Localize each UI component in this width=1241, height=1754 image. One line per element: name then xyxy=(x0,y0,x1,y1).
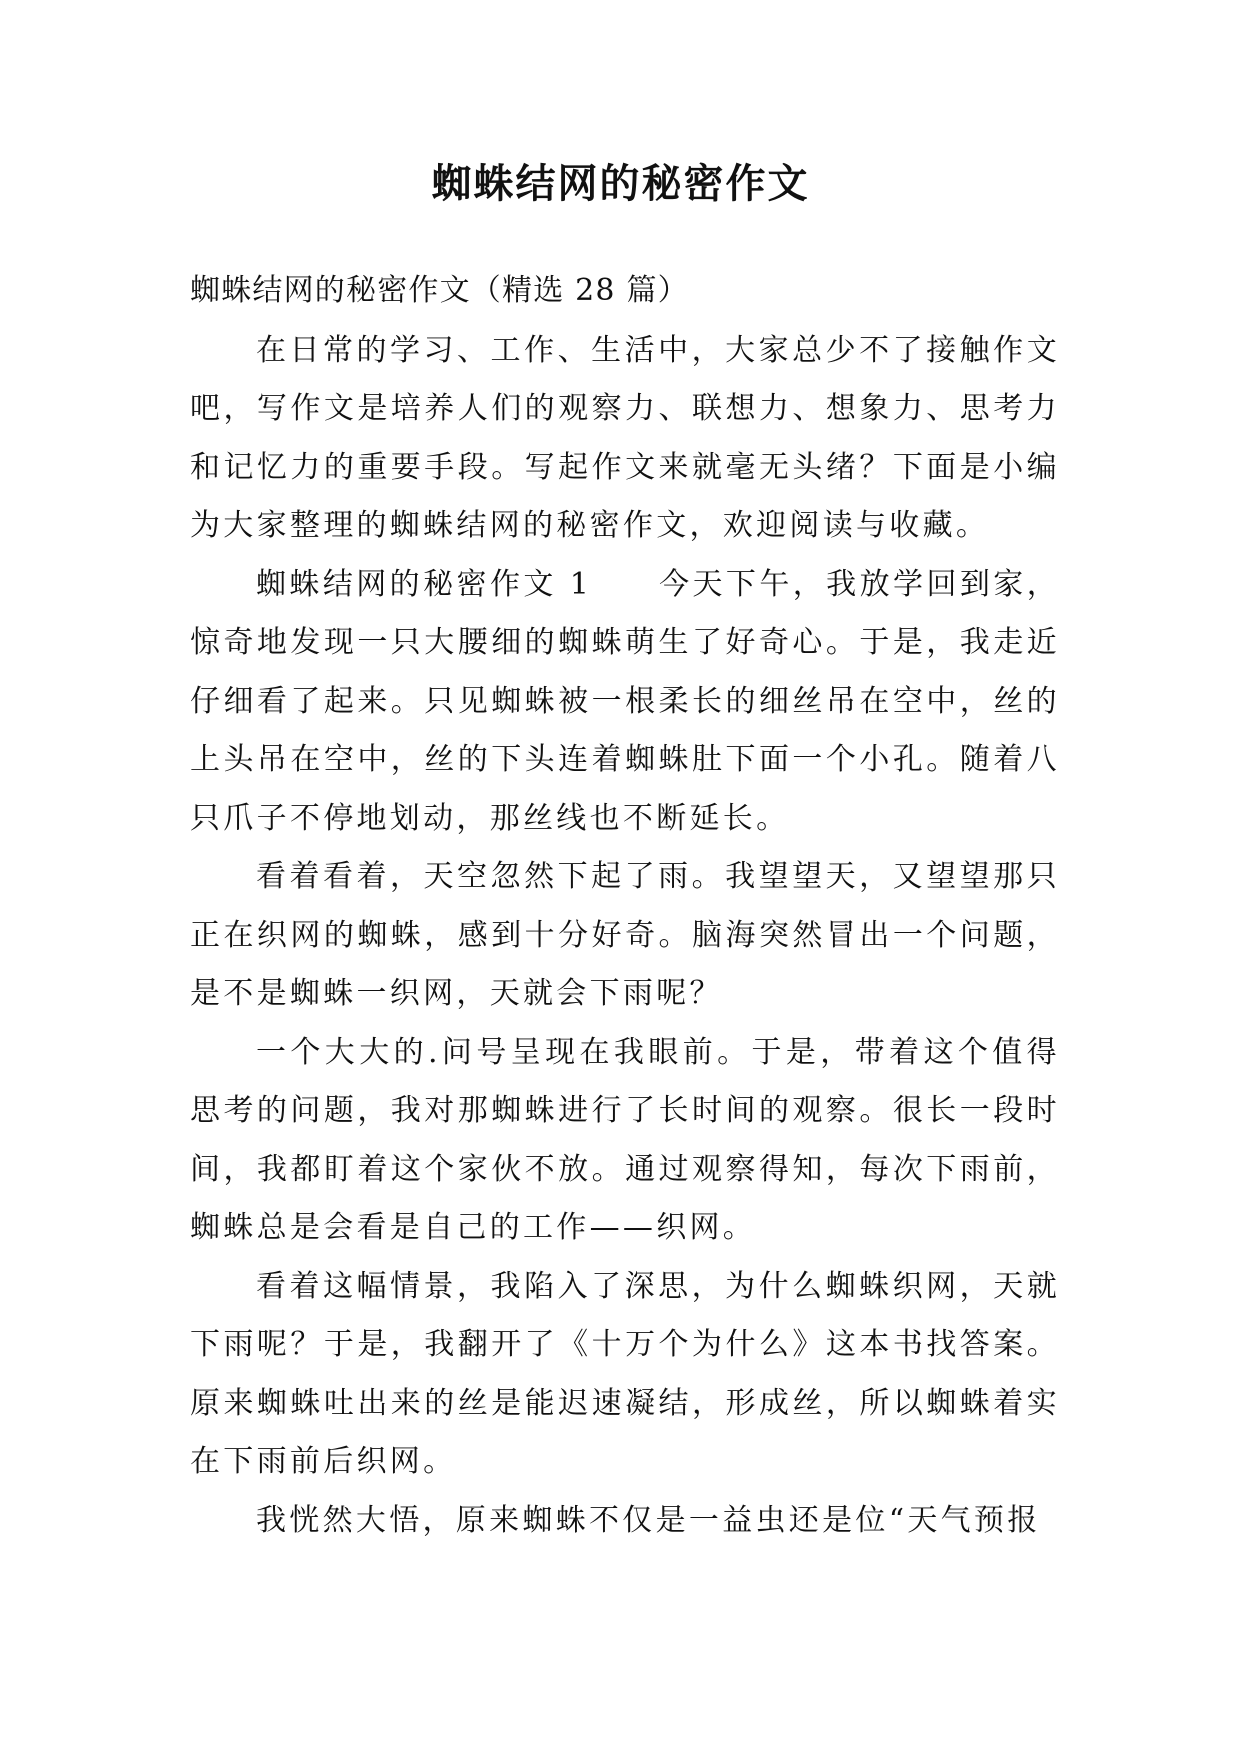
paragraph-observation: 一个大大的.问号呈现在我眼前。于是，带着这个值得思考的问题，我对那蜘蛛进行了长时间的观察。很长一段时间，我都盯着这个家伙不放。通过观察得知，每次下雨前，蜘蛛总是会看是自己的工作——织网。 xyxy=(190,1034,1060,1245)
paragraph-answer: 看着这幅情景，我陷入了深思，为什么蜘蛛织网，天就下雨呢？于是，我翻开了《十万个为什么》这本书找答案。原来蜘蛛吐出来的丝是能迟速凝结，形成丝，所以蜘蛛着实在下雨前后织网。 xyxy=(190,1268,1060,1479)
paragraph-intro: 在日常的学习、工作、生活中，大家总少不了接触作文吧，写作文是培养人们的观察力、联想力、想象力、思考力和记忆力的重要手段。写起作文来就毫无头绪？下面是小编为大家整理的蜘蛛结网的秘密作文，欢迎阅读与收藏。 xyxy=(190,332,1060,543)
document-body xyxy=(190,262,1060,1550)
paragraph-rain: 看着看着，天空忽然下起了雨。我望望天，又望望那只正在织网的蜘蛛，感到十分好奇。脑海突然冒出一个问题，是不是蜘蛛一织网，天就会下雨呢？ xyxy=(190,859,1060,1011)
document-subtitle: 蜘蛛结网的秘密作文（精选 28 篇） xyxy=(190,273,689,308)
document-title: 蜘蛛结网的秘密作文 xyxy=(431,160,810,207)
paragraph-conclusion: 我恍然大悟，原来蜘蛛不仅是一益虫还是位“天气预报 xyxy=(256,1502,1041,1538)
paragraph-essay-1-opening: 蜘蛛结网的秘密作文 1 今天下午，我放学回到家，惊奇地发现一只大腰细的蜘蛛萌生了好奇心。于是，我走近仔细看了起来。只见蜘蛛被一根柔长的细丝吊在空中，丝的上头吊在空中，丝的下头连着蜘蛛肚下面一个小孔。随着八只爪子不停地划动，那丝线也不断延长。 xyxy=(190,566,1060,836)
